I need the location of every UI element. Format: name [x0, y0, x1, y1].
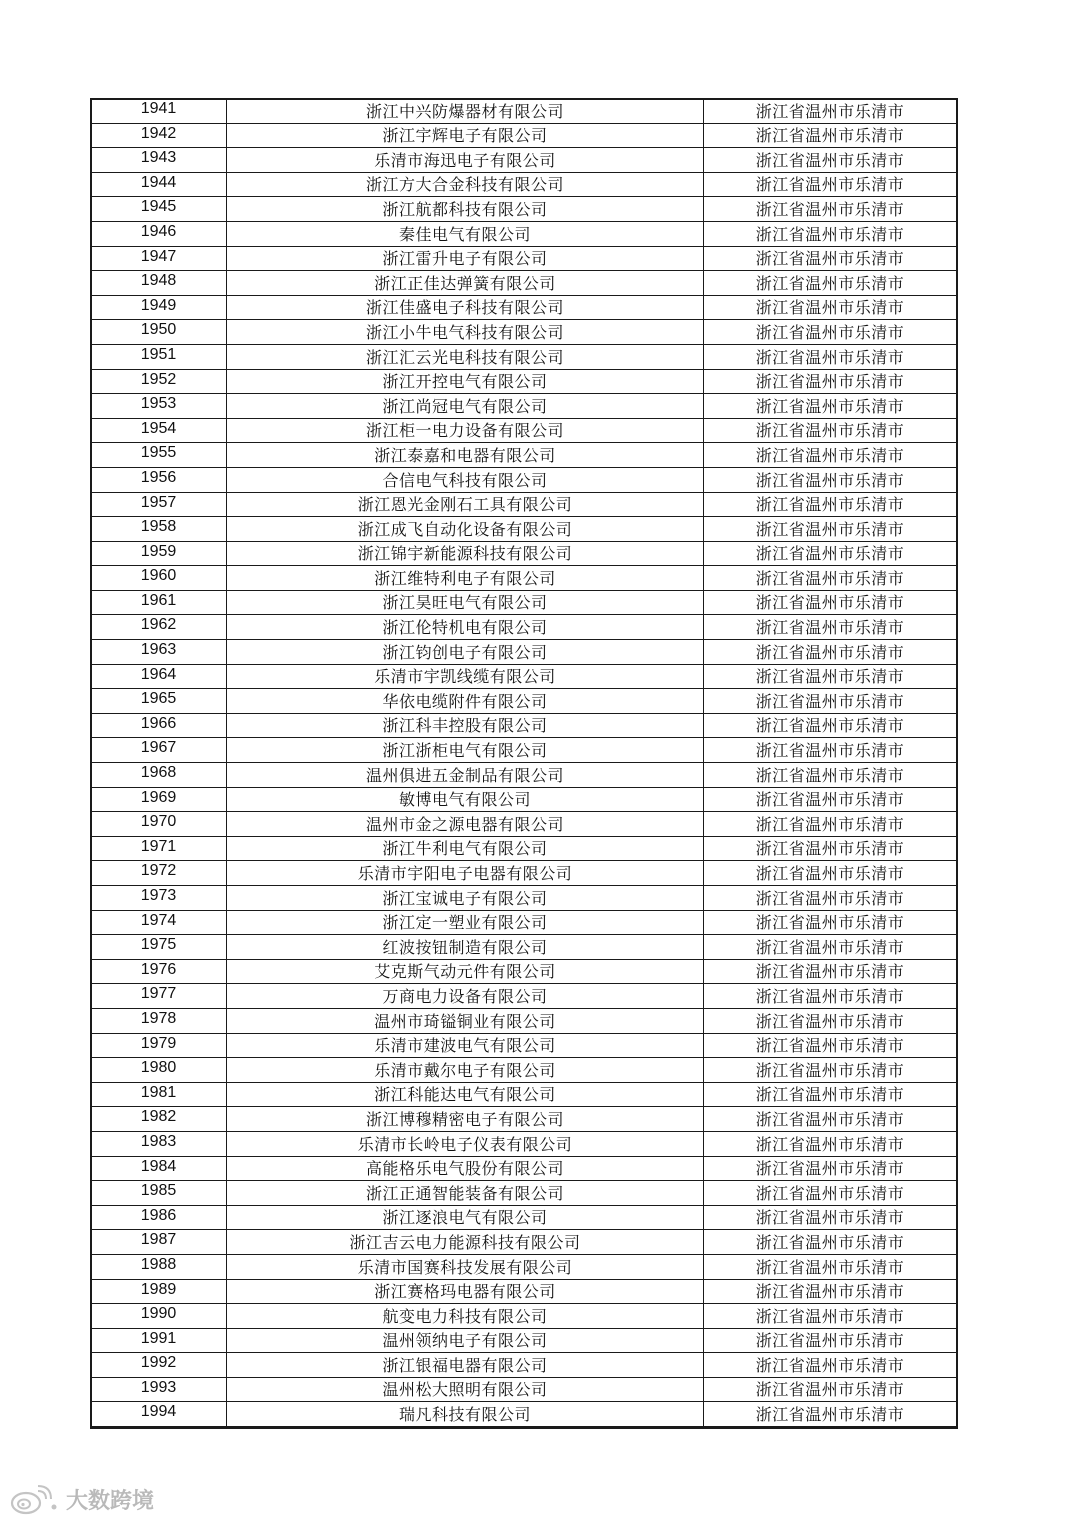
company-name-cell: 瑞凡科技有限公司: [227, 1402, 704, 1427]
row-number-cell: 1948: [91, 271, 227, 296]
row-number-cell: 1944: [91, 172, 227, 197]
company-name-cell: 浙江恩光金刚石工具有限公司: [227, 492, 704, 517]
company-name-cell: 浙江浙柜电气有限公司: [227, 738, 704, 763]
row-number-cell: 1993: [91, 1377, 227, 1402]
table-row: [91, 689, 957, 714]
table-row: [91, 492, 957, 517]
row-number-cell: 1962: [91, 615, 227, 640]
row-number-cell: 1970: [91, 812, 227, 837]
table-row: [91, 99, 957, 124]
company-name-cell: 温州松大照明有限公司: [227, 1377, 704, 1402]
table-body: [91, 99, 957, 1427]
region-cell: 浙江省温州市乐清市: [704, 467, 957, 492]
region-cell: 浙江省温州市乐清市: [704, 517, 957, 542]
table-row: [91, 369, 957, 394]
company-name-cell: 浙江小牛电气科技有限公司: [227, 320, 704, 345]
table-row: [91, 418, 957, 443]
region-cell: 浙江省温州市乐清市: [704, 590, 957, 615]
table-row: [91, 1008, 957, 1033]
table-row: [91, 566, 957, 591]
region-cell: 浙江省温州市乐清市: [704, 443, 957, 468]
table-row: [91, 148, 957, 173]
watermark: [8, 1484, 154, 1515]
company-list-table: [90, 98, 957, 1427]
row-number-cell: 1954: [91, 418, 227, 443]
company-name-cell: 浙江雷升电子有限公司: [227, 246, 704, 271]
region-cell: 浙江省温州市乐清市: [704, 1279, 957, 1304]
row-number-cell: 1961: [91, 590, 227, 615]
row-number-cell: 1955: [91, 443, 227, 468]
region-cell: 浙江省温州市乐清市: [704, 394, 957, 419]
company-name-cell: 浙江正佳达弹簧有限公司: [227, 271, 704, 296]
company-name-cell: 乐清市宇阳电子电器有限公司: [227, 861, 704, 886]
company-name-cell: 万商电力设备有限公司: [227, 984, 704, 1009]
region-cell: 浙江省温州市乐清市: [704, 1377, 957, 1402]
company-name-cell: 浙江吉云电力能源科技有限公司: [227, 1230, 704, 1255]
region-cell: 浙江省温州市乐清市: [704, 689, 957, 714]
row-number-cell: 1958: [91, 517, 227, 542]
table-row: [91, 1279, 957, 1304]
row-number-cell: 1946: [91, 221, 227, 246]
row-number-cell: 1965: [91, 689, 227, 714]
region-cell: 浙江省温州市乐清市: [704, 541, 957, 566]
company-name-cell: 温州市金之源电器有限公司: [227, 812, 704, 837]
row-number-cell: 1941: [91, 99, 227, 124]
row-number-cell: 1983: [91, 1131, 227, 1156]
table-row: [91, 787, 957, 812]
region-cell: 浙江省温州市乐清市: [704, 1082, 957, 1107]
table-row: [91, 664, 957, 689]
region-cell: 浙江省温州市乐清市: [704, 1205, 957, 1230]
region-cell: 浙江省温州市乐清市: [704, 935, 957, 960]
company-name-cell: 浙江博穆精密电子有限公司: [227, 1107, 704, 1132]
table-row: [91, 394, 957, 419]
region-cell: 浙江省温州市乐清市: [704, 615, 957, 640]
row-number-cell: 1984: [91, 1156, 227, 1181]
table-row: [91, 713, 957, 738]
row-number-cell: 1978: [91, 1008, 227, 1033]
company-name-cell: 乐清市戴尔电子有限公司: [227, 1058, 704, 1083]
company-name-cell: 乐清市宇凯线缆有限公司: [227, 664, 704, 689]
company-name-cell: 红波按钮制造有限公司: [227, 935, 704, 960]
company-name-cell: 浙江定一塑业有限公司: [227, 910, 704, 935]
row-number-cell: 1975: [91, 935, 227, 960]
company-name-cell: 浙江昊旺电气有限公司: [227, 590, 704, 615]
table-row: [91, 1205, 957, 1230]
row-number-cell: 1959: [91, 541, 227, 566]
table-row: [91, 197, 957, 222]
table-row: [91, 172, 957, 197]
region-cell: 浙江省温州市乐清市: [704, 713, 957, 738]
row-number-cell: 1982: [91, 1107, 227, 1132]
table-row: [91, 541, 957, 566]
table-row: [91, 344, 957, 369]
watermark-text: 大数跨境: [66, 1489, 155, 1514]
region-cell: 浙江省温州市乐清市: [704, 1156, 957, 1181]
table-row: [91, 615, 957, 640]
row-number-cell: 1953: [91, 394, 227, 419]
company-name-cell: 浙江银福电器有限公司: [227, 1353, 704, 1378]
region-cell: 浙江省温州市乐清市: [704, 1033, 957, 1058]
region-cell: 浙江省温州市乐清市: [704, 123, 957, 148]
table-row: [91, 886, 957, 911]
company-name-cell: 浙江锦宇新能源科技有限公司: [227, 541, 704, 566]
row-number-cell: 1980: [91, 1058, 227, 1083]
company-name-cell: 浙江维特利电子有限公司: [227, 566, 704, 591]
region-cell: 浙江省温州市乐清市: [704, 1328, 957, 1353]
table-row: [91, 861, 957, 886]
table-row: [91, 1353, 957, 1378]
table-row: [91, 443, 957, 468]
region-cell: 浙江省温州市乐清市: [704, 836, 957, 861]
row-number-cell: 1957: [91, 492, 227, 517]
region-cell: 浙江省温州市乐清市: [704, 369, 957, 394]
company-name-cell: 高能格乐电气股份有限公司: [227, 1156, 704, 1181]
row-number-cell: 1947: [91, 246, 227, 271]
row-number-cell: 1964: [91, 664, 227, 689]
company-name-cell: 浙江钧创电子有限公司: [227, 640, 704, 665]
region-cell: 浙江省温州市乐清市: [704, 148, 957, 173]
company-name-cell: 浙江方大合金科技有限公司: [227, 172, 704, 197]
row-number-cell: 1960: [91, 566, 227, 591]
region-cell: 浙江省温州市乐清市: [704, 418, 957, 443]
company-name-cell: 浙江成飞自动化设备有限公司: [227, 517, 704, 542]
table-row: [91, 763, 957, 788]
table-row: [91, 1033, 957, 1058]
company-name-cell: 浙江中兴防爆器材有限公司: [227, 99, 704, 124]
region-cell: 浙江省温州市乐清市: [704, 320, 957, 345]
table-row: [91, 590, 957, 615]
company-name-cell: 浙江牛利电气有限公司: [227, 836, 704, 861]
row-number-cell: 1968: [91, 763, 227, 788]
table-row: [91, 320, 957, 345]
region-cell: 浙江省温州市乐清市: [704, 1402, 957, 1427]
region-cell: 浙江省温州市乐清市: [704, 221, 957, 246]
row-number-cell: 1981: [91, 1082, 227, 1107]
region-cell: 浙江省温州市乐清市: [704, 861, 957, 886]
region-cell: 浙江省温州市乐清市: [704, 763, 957, 788]
company-name-cell: 浙江赛格玛电器有限公司: [227, 1279, 704, 1304]
table-row: [91, 1058, 957, 1083]
company-name-cell: 秦佳电气有限公司: [227, 221, 704, 246]
row-number-cell: 1987: [91, 1230, 227, 1255]
company-name-cell: 浙江科丰控股有限公司: [227, 713, 704, 738]
company-name-cell: 艾克斯气动元件有限公司: [227, 959, 704, 984]
row-number-cell: 1966: [91, 713, 227, 738]
region-cell: 浙江省温州市乐清市: [704, 271, 957, 296]
row-number-cell: 1942: [91, 123, 227, 148]
region-cell: 浙江省温州市乐清市: [704, 172, 957, 197]
company-name-cell: 浙江柜一电力设备有限公司: [227, 418, 704, 443]
region-cell: 浙江省温州市乐清市: [704, 984, 957, 1009]
row-number-cell: 1974: [91, 910, 227, 935]
company-name-cell: 温州领纳电子有限公司: [227, 1328, 704, 1353]
table-row: [91, 1181, 957, 1206]
company-name-cell: 合信电气科技有限公司: [227, 467, 704, 492]
table-row: [91, 959, 957, 984]
company-name-cell: 华依电缆附件有限公司: [227, 689, 704, 714]
row-number-cell: 1989: [91, 1279, 227, 1304]
table-row: [91, 1254, 957, 1279]
region-cell: 浙江省温州市乐清市: [704, 1181, 957, 1206]
region-cell: 浙江省温州市乐清市: [704, 664, 957, 689]
table-row: [91, 1131, 957, 1156]
table-row: [91, 246, 957, 271]
region-cell: 浙江省温州市乐清市: [704, 886, 957, 911]
company-name-cell: 浙江逐浪电气有限公司: [227, 1205, 704, 1230]
table-row: [91, 738, 957, 763]
table-row: [91, 295, 957, 320]
region-cell: 浙江省温州市乐清市: [704, 1353, 957, 1378]
row-number-cell: 1949: [91, 295, 227, 320]
table-row: [91, 836, 957, 861]
table-row: [91, 1082, 957, 1107]
region-cell: 浙江省温州市乐清市: [704, 787, 957, 812]
row-number-cell: 1971: [91, 836, 227, 861]
table-row: [91, 910, 957, 935]
region-cell: 浙江省温州市乐清市: [704, 1008, 957, 1033]
row-number-cell: 1977: [91, 984, 227, 1009]
table-row: [91, 1304, 957, 1329]
region-cell: 浙江省温州市乐清市: [704, 492, 957, 517]
company-name-cell: 浙江正通智能装备有限公司: [227, 1181, 704, 1206]
row-number-cell: 1992: [91, 1353, 227, 1378]
region-cell: 浙江省温州市乐清市: [704, 566, 957, 591]
row-number-cell: 1986: [91, 1205, 227, 1230]
row-number-cell: 1963: [91, 640, 227, 665]
region-cell: 浙江省温州市乐清市: [704, 1304, 957, 1329]
table-row: [91, 1402, 957, 1427]
company-name-cell: 乐清市建波电气有限公司: [227, 1033, 704, 1058]
row-number-cell: 1969: [91, 787, 227, 812]
row-number-cell: 1979: [91, 1033, 227, 1058]
row-number-cell: 1950: [91, 320, 227, 345]
table-row: [91, 812, 957, 837]
company-name-cell: 温州俱进五金制品有限公司: [227, 763, 704, 788]
row-number-cell: 1943: [91, 148, 227, 173]
table-row: [91, 640, 957, 665]
region-cell: 浙江省温州市乐清市: [704, 99, 957, 124]
row-number-cell: 1988: [91, 1254, 227, 1279]
row-number-cell: 1951: [91, 344, 227, 369]
company-name-cell: 浙江尚冠电气有限公司: [227, 394, 704, 419]
region-cell: 浙江省温州市乐清市: [704, 1230, 957, 1255]
company-name-cell: 温州市琦镒铜业有限公司: [227, 1008, 704, 1033]
row-number-cell: 1956: [91, 467, 227, 492]
row-number-cell: 1972: [91, 861, 227, 886]
region-cell: 浙江省温州市乐清市: [704, 738, 957, 763]
table-row: [91, 517, 957, 542]
row-number-cell: 1994: [91, 1402, 227, 1427]
region-cell: 浙江省温州市乐清市: [704, 910, 957, 935]
table-row: [91, 271, 957, 296]
table-row: [91, 467, 957, 492]
row-number-cell: 1952: [91, 369, 227, 394]
table-row: [91, 1328, 957, 1353]
table-row: [91, 1230, 957, 1255]
company-name-cell: 浙江科能达电气有限公司: [227, 1082, 704, 1107]
table-row: [91, 1156, 957, 1181]
row-number-cell: 1990: [91, 1304, 227, 1329]
company-name-cell: 浙江宇辉电子有限公司: [227, 123, 704, 148]
region-cell: 浙江省温州市乐清市: [704, 246, 957, 271]
company-name-cell: 浙江开控电气有限公司: [227, 369, 704, 394]
region-cell: 浙江省温州市乐清市: [704, 959, 957, 984]
table-row: [91, 984, 957, 1009]
company-name-cell: 乐清市国赛科技发展有限公司: [227, 1254, 704, 1279]
table-row: [91, 1107, 957, 1132]
region-cell: 浙江省温州市乐清市: [704, 640, 957, 665]
row-number-cell: 1945: [91, 197, 227, 222]
region-cell: 浙江省温州市乐清市: [704, 812, 957, 837]
table-row: [91, 123, 957, 148]
table-row: [91, 935, 957, 960]
table-row: [91, 1377, 957, 1402]
region-cell: 浙江省温州市乐清市: [704, 197, 957, 222]
region-cell: 浙江省温州市乐清市: [704, 1058, 957, 1083]
company-name-cell: 乐清市海迅电子有限公司: [227, 148, 704, 173]
company-name-cell: 乐清市长岭电子仪表有限公司: [227, 1131, 704, 1156]
region-cell: 浙江省温州市乐清市: [704, 295, 957, 320]
company-name-cell: 浙江泰嘉和电器有限公司: [227, 443, 704, 468]
company-name-cell: 航变电力科技有限公司: [227, 1304, 704, 1329]
region-cell: 浙江省温州市乐清市: [704, 1131, 957, 1156]
company-name-cell: 浙江佳盛电子科技有限公司: [227, 295, 704, 320]
table-row: [91, 221, 957, 246]
region-cell: 浙江省温州市乐清市: [704, 344, 957, 369]
region-cell: 浙江省温州市乐清市: [704, 1107, 957, 1132]
company-name-cell: 浙江航都科技有限公司: [227, 197, 704, 222]
row-number-cell: 1991: [91, 1328, 227, 1353]
row-number-cell: 1967: [91, 738, 227, 763]
company-name-cell: 敏博电气有限公司: [227, 787, 704, 812]
weibo-logo-icon: [8, 1485, 60, 1515]
row-number-cell: 1973: [91, 886, 227, 911]
company-name-cell: 浙江汇云光电科技有限公司: [227, 344, 704, 369]
row-number-cell: 1985: [91, 1181, 227, 1206]
region-cell: 浙江省温州市乐清市: [704, 1254, 957, 1279]
row-number-cell: 1976: [91, 959, 227, 984]
company-name-cell: 浙江伦特机电有限公司: [227, 615, 704, 640]
company-name-cell: 浙江宝诚电子有限公司: [227, 886, 704, 911]
